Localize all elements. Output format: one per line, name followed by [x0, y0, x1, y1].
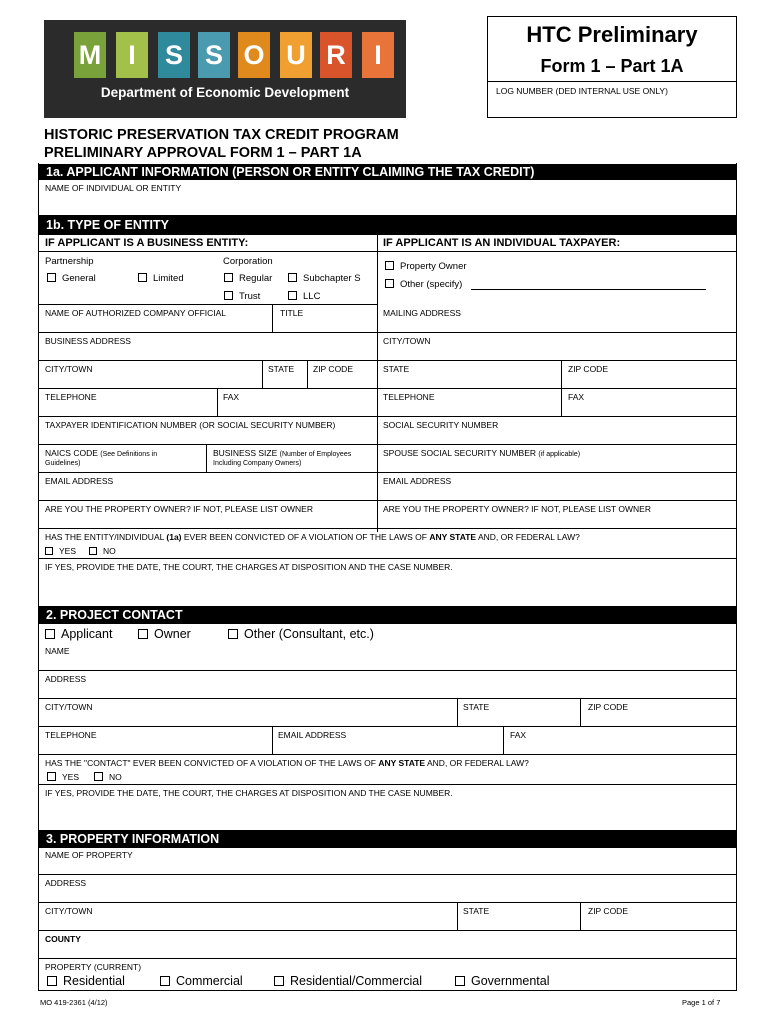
logo-letter-tile: O: [238, 32, 270, 78]
business-zip-field[interactable]: ZIP CODE: [313, 364, 353, 374]
form-title: PRELIMINARY APPROVAL FORM 1 – PART 1A: [44, 145, 362, 161]
logo-letter-tile: U: [280, 32, 312, 78]
conviction-details-2-field[interactable]: IF YES, PROVIDE THE DATE, THE COURT, THE CHARGES AT DISPOSITION AND THE CASE NUMBER.: [45, 788, 453, 798]
other-specify-line[interactable]: [471, 289, 706, 290]
section-1a-header: 1a. APPLICANT INFORMATION (PERSON OR ENTITY CLAIMING THE TAX CREDIT): [38, 164, 737, 180]
individual-state-field[interactable]: STATE: [383, 364, 410, 374]
individual-zip-field[interactable]: ZIP CODE: [568, 364, 608, 374]
naics-note: (See Definitions in: [100, 451, 158, 458]
section-3-header: 3. PROPERTY INFORMATION: [38, 830, 737, 848]
conviction-text-3: AND, OR FEDERAL LAW?: [476, 532, 580, 542]
business-size-note-2: Including Company Owners): [213, 460, 302, 467]
partnership-label: Partnership: [45, 256, 94, 267]
individual-city-field[interactable]: CITY/TOWN: [383, 336, 431, 346]
owner-box[interactable]: [138, 629, 148, 639]
business-city-field[interactable]: CITY/TOWN: [45, 364, 93, 374]
residential-label: Residential: [63, 974, 125, 988]
program-title: HISTORIC PRESERVATION TAX CREDIT PROGRAM: [44, 127, 399, 143]
property-city-field[interactable]: CITY/TOWN: [45, 906, 93, 916]
form-title-header: HTC Preliminary: [526, 22, 698, 47]
commercial-label: Commercial: [176, 974, 243, 988]
individual-email-field[interactable]: EMAIL ADDRESS: [383, 476, 452, 486]
contact-applicant-checkbox[interactable]: [45, 627, 112, 641]
conviction-2-no-checkbox[interactable]: [94, 772, 122, 782]
yes-label: YES: [62, 772, 80, 782]
other-specify-label: Other (specify): [400, 279, 463, 290]
no-label: NO: [109, 772, 122, 782]
llc-checkbox[interactable]: [288, 291, 320, 302]
conviction-ref: (1a): [166, 532, 182, 542]
business-email-field[interactable]: EMAIL ADDRESS: [45, 476, 114, 486]
owner-label: Owner: [154, 627, 191, 641]
logo-letter-tile: S: [158, 32, 190, 78]
contact-state-field[interactable]: STATE: [463, 702, 490, 712]
limited-label: Limited: [153, 273, 184, 284]
conviction-text: HAS THE ENTITY/INDIVIDUAL: [45, 532, 167, 542]
conviction-question-1b: [45, 532, 580, 542]
general-box[interactable]: [47, 273, 56, 282]
logo-letter-tile: S: [198, 32, 230, 78]
individual-taxpayer-heading: IF APPLICANT IS AN INDIVIDUAL TAXPAYER:: [383, 237, 621, 249]
contact-address-field[interactable]: ADDRESS: [45, 674, 87, 684]
other-specify-checkbox[interactable]: [385, 279, 462, 290]
limited-checkbox[interactable]: [138, 273, 184, 284]
residential-box[interactable]: [47, 976, 57, 986]
form-number: MO 419-2361 (4/12): [40, 998, 108, 1007]
page-number: Page 1 of 7: [682, 998, 721, 1007]
property-state-field[interactable]: STATE: [463, 906, 490, 916]
property-name-field[interactable]: NAME OF PROPERTY: [45, 850, 133, 860]
property-address-field[interactable]: ADDRESS: [45, 878, 87, 888]
conviction-question-2: [45, 758, 529, 768]
log-number-label: LOG NUMBER (DED INTERNAL USE ONLY): [496, 86, 668, 96]
res-comm-box[interactable]: [274, 976, 284, 986]
contact-email-field[interactable]: EMAIL ADDRESS: [278, 730, 347, 740]
applicant-box[interactable]: [45, 629, 55, 639]
governmental-label: Governmental: [471, 974, 550, 988]
corporation-label: Corporation: [223, 256, 273, 267]
yes-box[interactable]: [47, 772, 56, 781]
llc-box[interactable]: [288, 291, 297, 300]
contact-other-checkbox[interactable]: [228, 627, 374, 641]
naics-note-2: Guidelines): [45, 460, 81, 467]
property-zip-field[interactable]: ZIP CODE: [588, 906, 628, 916]
general-label: General: [62, 273, 96, 284]
other-label: Other (Consultant, etc.): [244, 627, 374, 641]
contact-conviction-text-2: AND, OR FEDERAL LAW?: [425, 758, 529, 768]
conviction-2-yes-checkbox[interactable]: [47, 772, 79, 782]
no-box[interactable]: [89, 547, 97, 555]
commercial-checkbox[interactable]: [160, 974, 243, 988]
spouse-ssn-note: (if applicable): [538, 451, 581, 458]
contact-city-field[interactable]: CITY/TOWN: [45, 702, 93, 712]
applicant-label: Applicant: [61, 627, 113, 641]
residential-checkbox[interactable]: [47, 974, 125, 988]
business-size-note: (Number of Employees: [279, 451, 352, 458]
logo-letter-tile: I: [362, 32, 394, 78]
authorized-official-field[interactable]: NAME OF AUTHORIZED COMPANY OFFICIAL: [45, 308, 227, 318]
business-owner-question-field[interactable]: ARE YOU THE PROPERTY OWNER? IF NOT, PLEASE LIST OWNER: [45, 504, 313, 514]
contact-telephone-field[interactable]: TELEPHONE: [45, 730, 97, 740]
section-1b-header: 1b. TYPE OF ENTITY: [38, 215, 737, 234]
spouse-ssn-field[interactable]: [383, 448, 580, 460]
logo-letter-tile: R: [320, 32, 352, 78]
other-specify-box[interactable]: [385, 279, 394, 288]
form-subtitle-header: Form 1 – Part 1A: [540, 56, 684, 76]
commercial-box[interactable]: [160, 976, 170, 986]
business-entity-heading: IF APPLICANT IS A BUSINESS ENTITY:: [45, 237, 249, 249]
general-checkbox[interactable]: [47, 273, 96, 284]
contact-zip-field[interactable]: ZIP CODE: [588, 702, 628, 712]
res-comm-checkbox[interactable]: [274, 974, 422, 988]
regular-box[interactable]: [224, 273, 233, 282]
business-telephone-field[interactable]: TELEPHONE: [45, 392, 97, 402]
trust-box[interactable]: [224, 291, 233, 300]
no-label: NO: [103, 546, 116, 556]
conviction-1b-no-checkbox[interactable]: [89, 546, 116, 556]
business-address-field[interactable]: BUSINESS ADDRESS: [45, 336, 131, 346]
contact-name-field[interactable]: NAME: [45, 646, 70, 656]
limited-box[interactable]: [138, 273, 147, 282]
regular-checkbox[interactable]: [224, 273, 272, 284]
no-box[interactable]: [94, 772, 103, 781]
property-owner-label: Property Owner: [400, 261, 467, 272]
taxpayer-id-field[interactable]: TAXPAYER IDENTIFICATION NUMBER (OR SOCIAL SECURITY NUMBER): [45, 420, 336, 430]
mailing-address-field[interactable]: MAILING ADDRESS: [383, 308, 461, 318]
ssn-field[interactable]: SOCIAL SECURITY NUMBER: [383, 420, 499, 430]
other-box[interactable]: [228, 629, 238, 639]
conviction-any-state: ANY STATE: [429, 532, 477, 542]
trust-label: Trust: [239, 291, 261, 302]
subchapter-s-label: Subchapter S: [303, 273, 361, 284]
governmental-box[interactable]: [455, 976, 465, 986]
business-state-field[interactable]: STATE: [268, 364, 295, 374]
business-fax-field[interactable]: FAX: [223, 392, 240, 402]
subchapter-s-box[interactable]: [288, 273, 297, 282]
missouri-logo: [44, 20, 406, 118]
spouse-ssn-label: SPOUSE SOCIAL SECURITY NUMBER: [383, 448, 537, 458]
contact-fax-field[interactable]: FAX: [510, 730, 527, 740]
individual-telephone-field[interactable]: TELEPHONE: [383, 392, 435, 402]
regular-label: Regular: [239, 273, 273, 284]
res-comm-label: Residential/Commercial: [290, 974, 422, 988]
property-current-label: PROPERTY (CURRENT): [45, 962, 142, 972]
individual-fax-field[interactable]: FAX: [568, 392, 585, 402]
conviction-details-1b-field[interactable]: IF YES, PROVIDE THE DATE, THE COURT, THE CHARGES AT DISPOSITION AND THE CASE NUMBER.: [45, 562, 453, 572]
business-size-label: BUSINESS SIZE: [213, 448, 278, 458]
yes-box[interactable]: [45, 547, 53, 555]
logo-letter-tile: M: [74, 32, 106, 78]
yes-label: YES: [59, 546, 77, 556]
trust-checkbox[interactable]: [224, 291, 260, 302]
property-owner-box[interactable]: [385, 261, 394, 270]
name-of-entity-field[interactable]: NAME OF INDIVIDUAL OR ENTITY: [45, 183, 182, 193]
conviction-1b-yes-checkbox[interactable]: [45, 546, 76, 556]
naics-label: NAICS CODE: [45, 448, 98, 458]
section-2-header: 2. PROJECT CONTACT: [38, 606, 737, 624]
contact-conviction-any-state: ANY STATE: [378, 758, 426, 768]
llc-label: LLC: [303, 291, 321, 302]
individual-owner-question-field[interactable]: ARE YOU THE PROPERTY OWNER? IF NOT, PLEASE LIST OWNER: [383, 504, 651, 514]
contact-conviction-text: HAS THE "CONTACT" EVER BEEN CONVICTED OF A VIOLATION OF THE LAWS OF: [45, 758, 379, 768]
contact-owner-checkbox[interactable]: [138, 627, 191, 641]
logo-letter-tile: I: [116, 32, 148, 78]
title-field[interactable]: TITLE: [280, 308, 304, 318]
property-owner-checkbox[interactable]: [385, 261, 467, 272]
subchapter-s-checkbox[interactable]: [288, 273, 361, 284]
governmental-checkbox[interactable]: [455, 974, 550, 988]
county-field[interactable]: COUNTY: [45, 934, 81, 944]
conviction-text-2: EVER BEEN CONVICTED OF A VIOLATION OF THE LAWS OF: [181, 532, 430, 542]
logo-subtitle: Department of Economic Development: [100, 85, 350, 100]
